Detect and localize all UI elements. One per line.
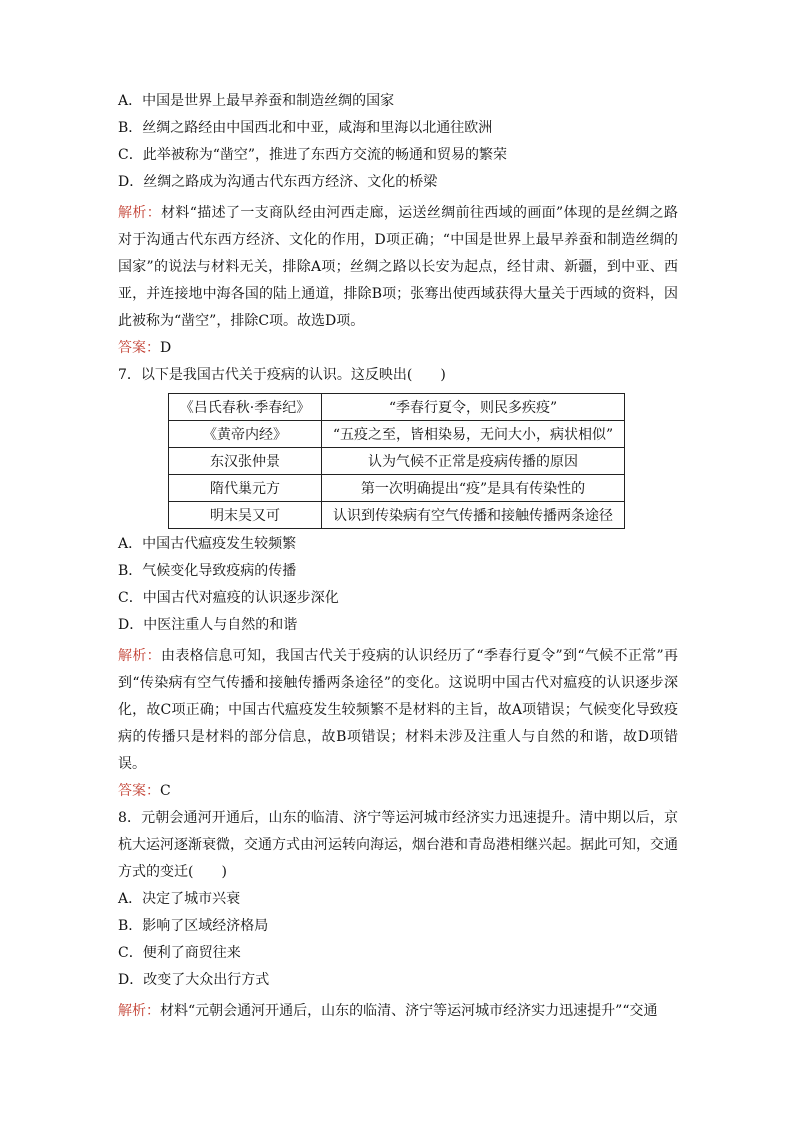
- table-row: [169, 394, 625, 421]
- q6-answer: [118, 335, 678, 362]
- table-row: [169, 502, 625, 529]
- q6-answer-label: 答案：: [118, 340, 160, 356]
- q8-option-d: D．改变了大众出行方式: [118, 972, 270, 988]
- table-cell-source: 隋代巢元方: [169, 475, 322, 502]
- table-row: [169, 448, 625, 475]
- table-cell-content: “季春行夏令，则民多疾疫”: [322, 394, 625, 421]
- q6-option-a: A．中国是世界上最早养蚕和制造丝绸的国家: [118, 93, 395, 109]
- q7-option-d: D．中医注重人与自然的和谐: [118, 617, 298, 633]
- q6-option-b: B．丝绸之路经由中国西北和中亚，咸海和里海以北通往欧洲: [118, 120, 493, 136]
- q8-option-b: B．影响了区域经济格局: [118, 918, 269, 934]
- table-cell-content: 第一次明确提出“疫”是具有传染性的: [322, 475, 625, 502]
- document-page: [118, 92, 678, 1025]
- q7-table: [168, 393, 625, 529]
- q6-analysis: [118, 200, 678, 335]
- q8-analysis-label: 解析：: [118, 1003, 160, 1019]
- table-cell-source: 《吕氏春秋·季春纪》: [169, 394, 322, 421]
- q7-option-a: A．中国古代瘟疫发生较频繁: [118, 536, 297, 552]
- q7-option-b: B．气候变化导致疫病的传播: [118, 563, 297, 579]
- table-cell-source: 明末吴又可: [169, 502, 322, 529]
- table-cell-source: 东汉张仲景: [169, 448, 322, 475]
- q7-answer-label: 答案：: [118, 783, 160, 799]
- q6-option-c: C．此举被称为“凿空”，推进了东西方交流的畅通和贸易的繁荣: [118, 147, 508, 163]
- table-cell-content: “五疫之至，皆相染易，无问大小，病状相似”: [322, 421, 625, 448]
- table-row: [169, 421, 625, 448]
- q7-analysis: [118, 643, 678, 778]
- q7-option-c: C．中国古代对瘟疫的认识逐步深化: [118, 590, 339, 606]
- q6-option-d: D．丝绸之路成为沟通古代东西方经济、文化的桥梁: [118, 174, 438, 190]
- q6-analysis-label: 解析：: [118, 205, 162, 221]
- table-cell-source: 《黄帝内经》: [169, 421, 322, 448]
- table-cell-content: 认识到传染病有空气传播和接触传播两条途径: [322, 502, 625, 529]
- q6-answer-value: D: [160, 340, 172, 356]
- table-cell-content: 认为气候不正常是疫病传播的原因: [322, 448, 625, 475]
- q7-stem: 7．以下是我国古代关于疫病的认识。这反映出( ): [118, 367, 446, 383]
- q8-analysis: [118, 998, 678, 1025]
- q8-option-c: C．便利了商贸往来: [118, 945, 241, 961]
- q7-answer-value: C: [160, 783, 171, 799]
- q8-option-a: A．决定了城市兴衰: [118, 891, 241, 907]
- q7-answer: [118, 778, 678, 805]
- table-row: [169, 475, 625, 502]
- q8-stem: 8．元朝会通河开通后，山东的临清、济宁等运河城市经济实力迅速提升。清中期以后，京杭大运河逐渐衰微，交通方式由河运转向海运，烟台港和青岛港相继兴起。据此可知，交通方式的变迁( ): [118, 810, 678, 880]
- q8-analysis-text: 材料“元朝会通河开通后，山东的临清、济宁等运河城市经济实力迅速提升”“交通: [160, 1003, 658, 1019]
- q6-analysis-text: 材料“描述了一支商队经由河西走廊，运送丝绸前往西域的画面”体现的是丝绸之路对于沟通古代东西方经济、文化的作用，D项正确；“中国是世界上最早养蚕和制造丝绸的国家”的说法与材料无关，排除A项；丝绸之路以长安为起点，经甘肃、新疆，到中亚、西亚，并连接地中海各国的陆上通道，排除B项；张骞出使西域获得大量关于西域的资料，因此被称为“凿空”，排除C项。故选D项。: [118, 205, 679, 329]
- q7-analysis-label: 解析：: [118, 648, 162, 664]
- q7-analysis-text: 由表格信息可知，我国古代关于疫病的认识经历了“季春行夏令”到“气候不正常”再到“传染病有空气传播和接触传播两条途径”的变化。这说明中国古代对瘟疫的认识逐步深化，故C项正确；中国古代瘟疫发生较频繁不是材料的主旨，故A项错误；气候变化导致疫病的传播只是材料的部分信息，故B项错误；材料未涉及注重人与自然的和谐，故D项错误。: [118, 648, 678, 772]
